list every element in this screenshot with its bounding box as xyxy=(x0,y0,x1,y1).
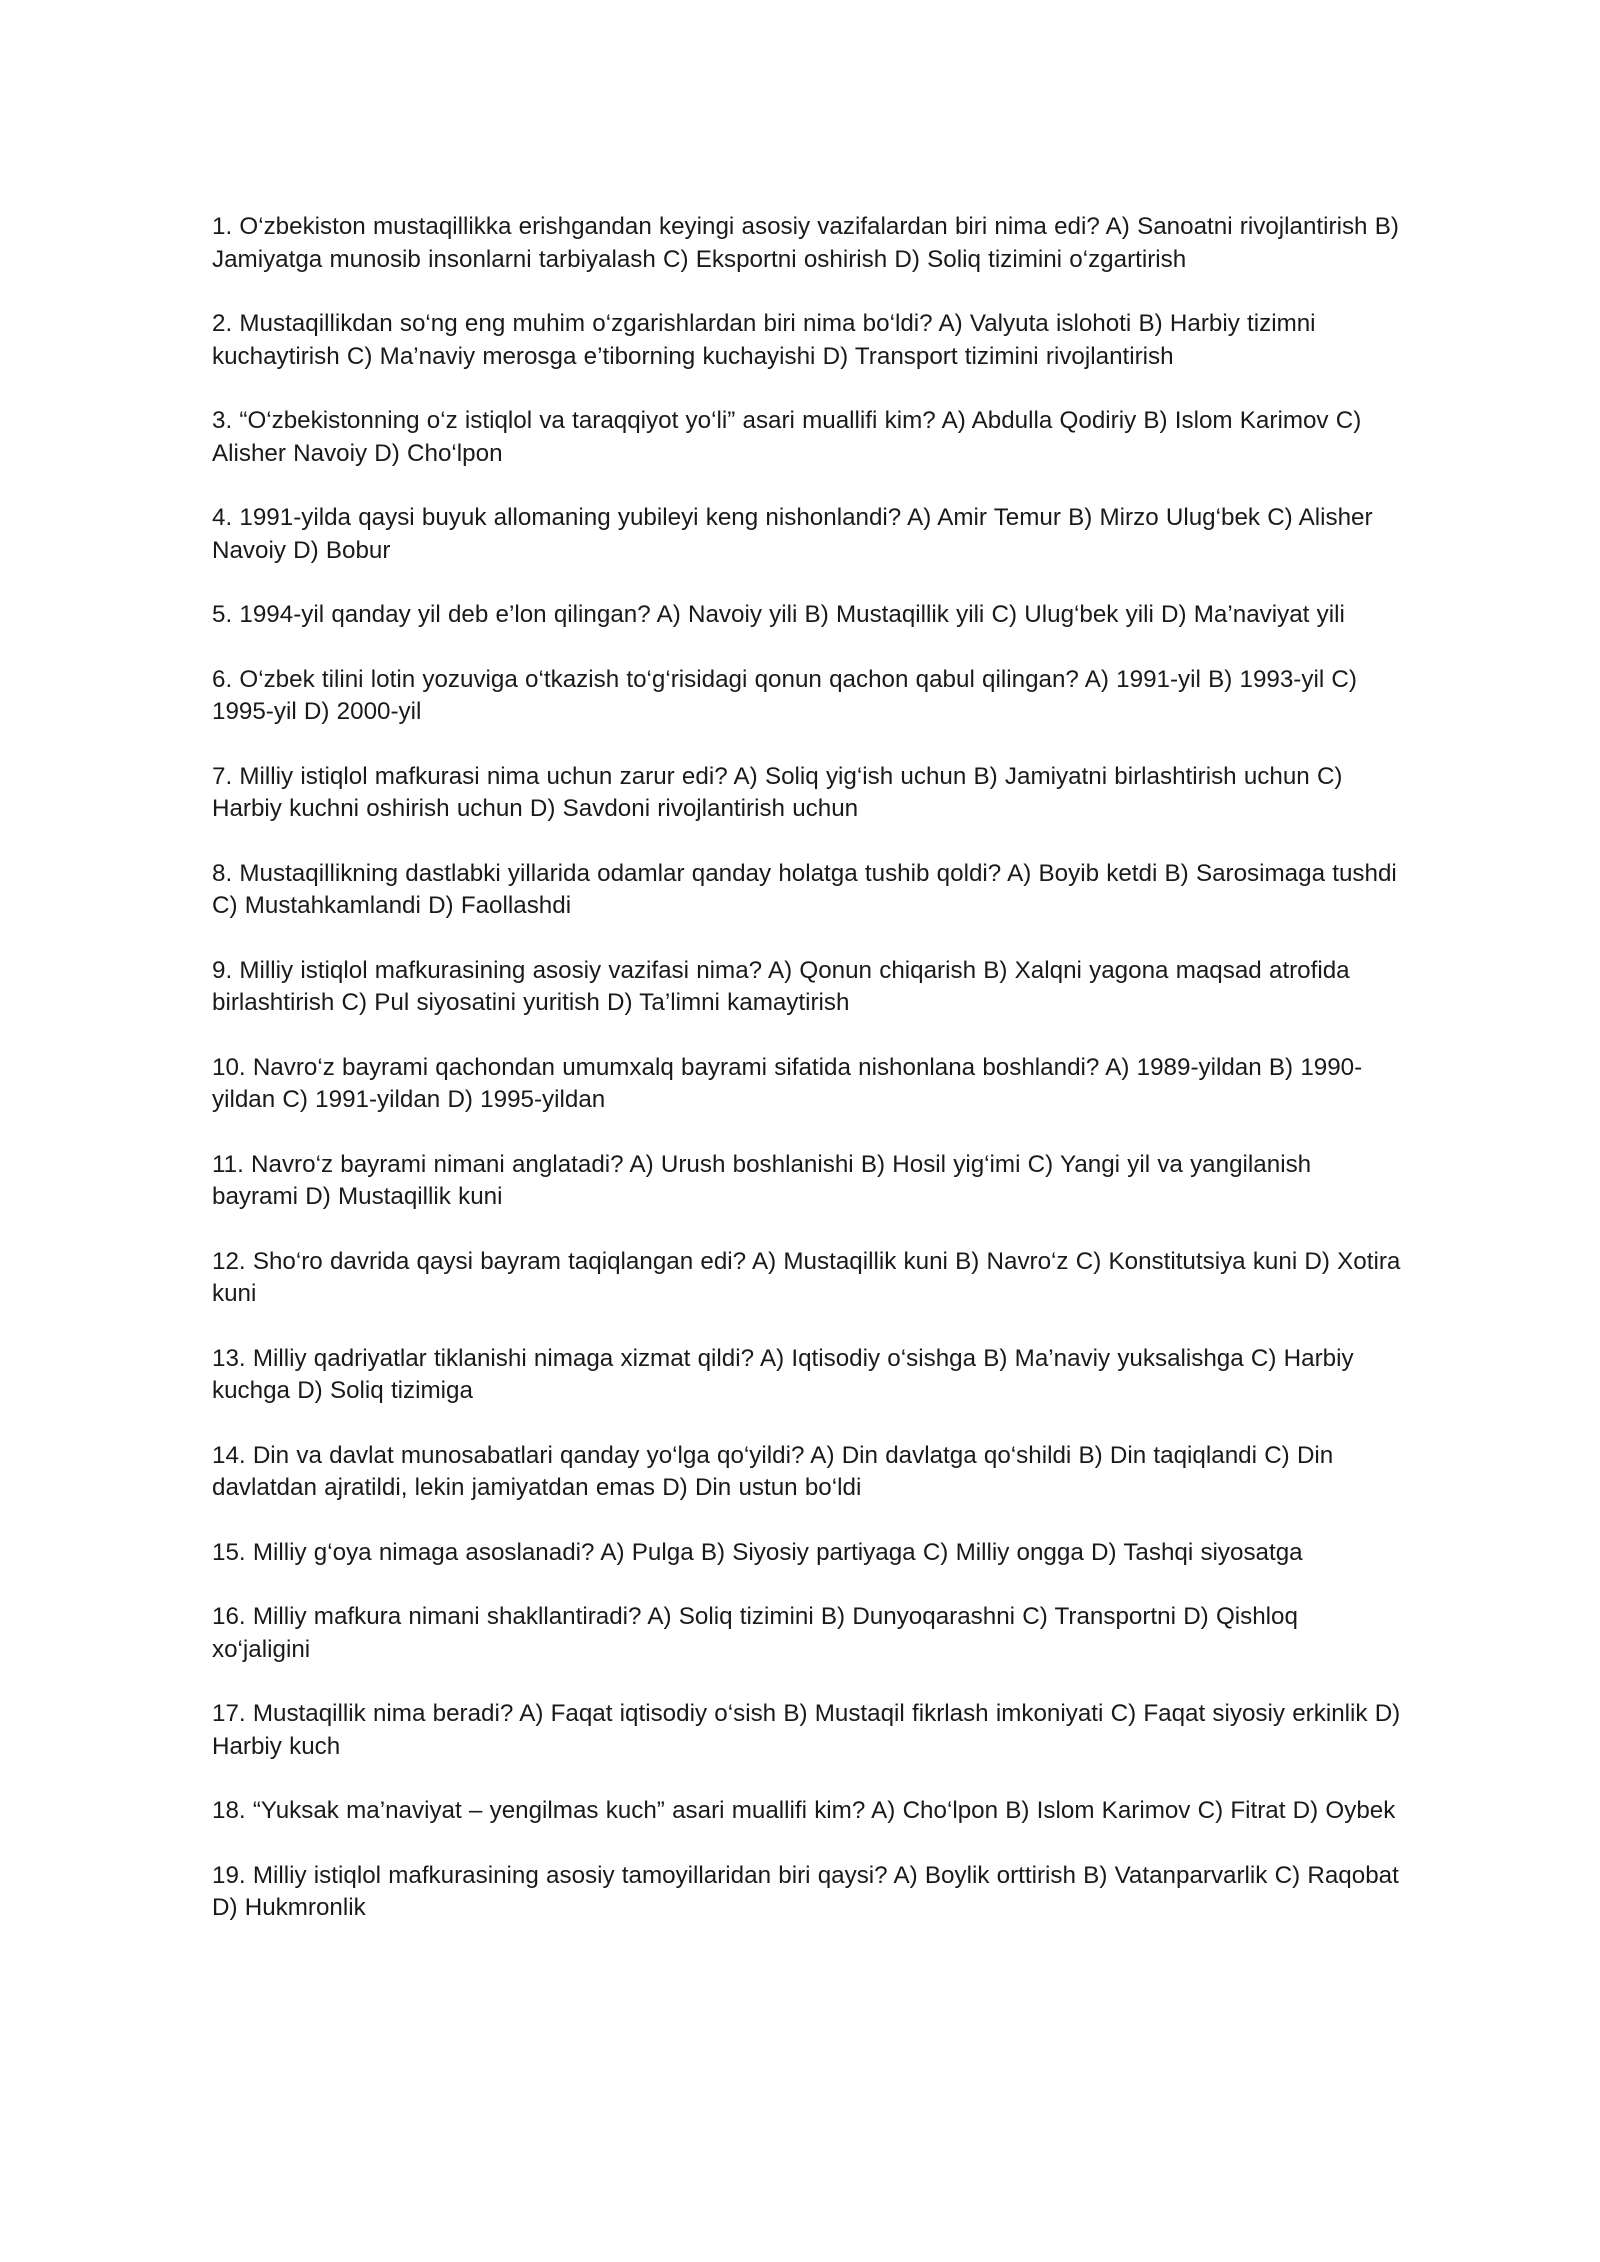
question-item: 15. Milliy g‘oya nimaga asoslanadi? A) Pulga B) Siyosiy partiyaga C) Milliy ongga D) Tashqi siyosatga xyxy=(212,1538,1303,1566)
question-item: 12. Sho‘ro davrida qaysi bayram taqiqlangan edi? A) Mustaqillik kuni B) Navro‘z C) Konstitutsiya kuni D) Xotira kuni xyxy=(212,1247,1401,1307)
question-item: 9. Milliy istiqlol mafkurasining asosiy vazifasi nima? A) Qonun chiqarish B) Xalqni yagona maqsad atrofida birlashtirish C) Pul siyosatini yuritish D) Ta’limni kamaytirish xyxy=(212,956,1350,1016)
question-item: 10. Navro‘z bayrami qachondan umumxalq bayrami sifatida nishonlana boshlandi? A) 1989-yildan B) 1990-yildan C) 1991-yildan D) 1995-yildan xyxy=(212,1053,1363,1113)
question-item: 19. Milliy istiqlol mafkurasining asosiy tamoyillaridan biri qaysi? A) Boylik orttirish B) Vatanparvarlik C) Raqobat D) Hukmronlik xyxy=(212,1861,1399,1921)
question-item: 11. Navro‘z bayrami nimani anglatadi? A) Urush boshlanishi B) Hosil yig‘imi C) Yangi yil va yangilanish bayrami D) Mustaqillik kuni xyxy=(212,1150,1312,1210)
question-list xyxy=(212,211,1402,1925)
question-item: 2. Mustaqillikdan so‘ng eng muhim o‘zgarishlardan biri nima bo‘ldi? A) Valyuta islohoti B) Harbiy tizimni kuchaytirish C) Ma’naviy merosga e’tiborning kuchayishi D) Transport tizimini rivojlantirish xyxy=(212,310,1316,370)
question-item: 1. O‘zbekiston mustaqillikka erishgandan keyingi asosiy vazifalardan biri nima edi? A) Sanoatni rivojlantirish B) Jamiyatga munosib insonlarni tarbiyalash C) Eksportni oshirish D) Soliq tizimini o‘zgartirish xyxy=(212,213,1399,273)
question-item: 14. Din va davlat munosabatlari qanday yo‘lga qo‘yildi? A) Din davlatga qo‘shildi B) Din taqiqlandi C) Din davlatdan ajratildi, lekin jamiyatdan emas D) Din ustun bo‘ldi xyxy=(212,1441,1334,1501)
question-item: 7. Milliy istiqlol mafkurasi nima uchun zarur edi? A) Soliq yig‘ish uchun B) Jamiyatni birlashtirish uchun C) Harbiy kuchni oshirish uchun D) Savdoni rivojlantirish uchun xyxy=(212,762,1343,822)
question-item: 17. Mustaqillik nima beradi? A) Faqat iqtisodiy o‘sish B) Mustaqil fikrlash imkoniyati C) Faqat siyosiy erkinlik D) Harbiy kuch xyxy=(212,1700,1401,1760)
question-item: 18. “Yuksak ma’naviyat – yengilmas kuch” asari muallifi kim? A) Cho‘lpon B) Islom Karimov C) Fitrat D) Oybek xyxy=(212,1797,1396,1824)
question-item: 6. O‘zbek tilini lotin yozuviga o‘tkazish to‘g‘risidagi qonun qachon qabul qilingan? A) 1991-yil B) 1993-yil C) 1995-yil D) 2000-yil xyxy=(212,665,1357,725)
question-item: 4. 1991-yilda qaysi buyuk allomaning yubileyi keng nishonlandi? A) Amir Temur B) Mirzo Ulug‘bek C) Alisher Navoiy D) Bobur xyxy=(212,504,1373,564)
question-item: 3. “O‘zbekistonning o‘z istiqlol va taraqqiyot yo‘li” asari muallifi kim? A) Abdulla Qodiriy B) Islom Karimov C) Alisher Navoiy D) Cho‘lpon xyxy=(212,407,1362,467)
question-item: 16. Milliy mafkura nimani shakllantiradi? A) Soliq tizimini B) Dunyoqarashni C) Transportni D) Qishloq xo‘jaligini xyxy=(212,1603,1298,1663)
question-item: 5. 1994-yil qanday yil deb e’lon qilingan? A) Navoiy yili B) Mustaqillik yili C) Ulug‘bek yili D) Ma’naviyat yili xyxy=(212,601,1345,628)
question-item: 8. Mustaqillikning dastlabki yillarida odamlar qanday holatga tushib qoldi? A) Boyib ketdi B) Sarosimaga tushdi C) Mustahkamlandi D) Faollashdi xyxy=(212,859,1397,919)
question-item: 13. Milliy qadriyatlar tiklanishi nimaga xizmat qildi? A) Iqtisodiy o‘sishga B) Ma’naviy yuksalishga C) Harbiy kuchga D) Soliq tizimiga xyxy=(212,1344,1354,1404)
